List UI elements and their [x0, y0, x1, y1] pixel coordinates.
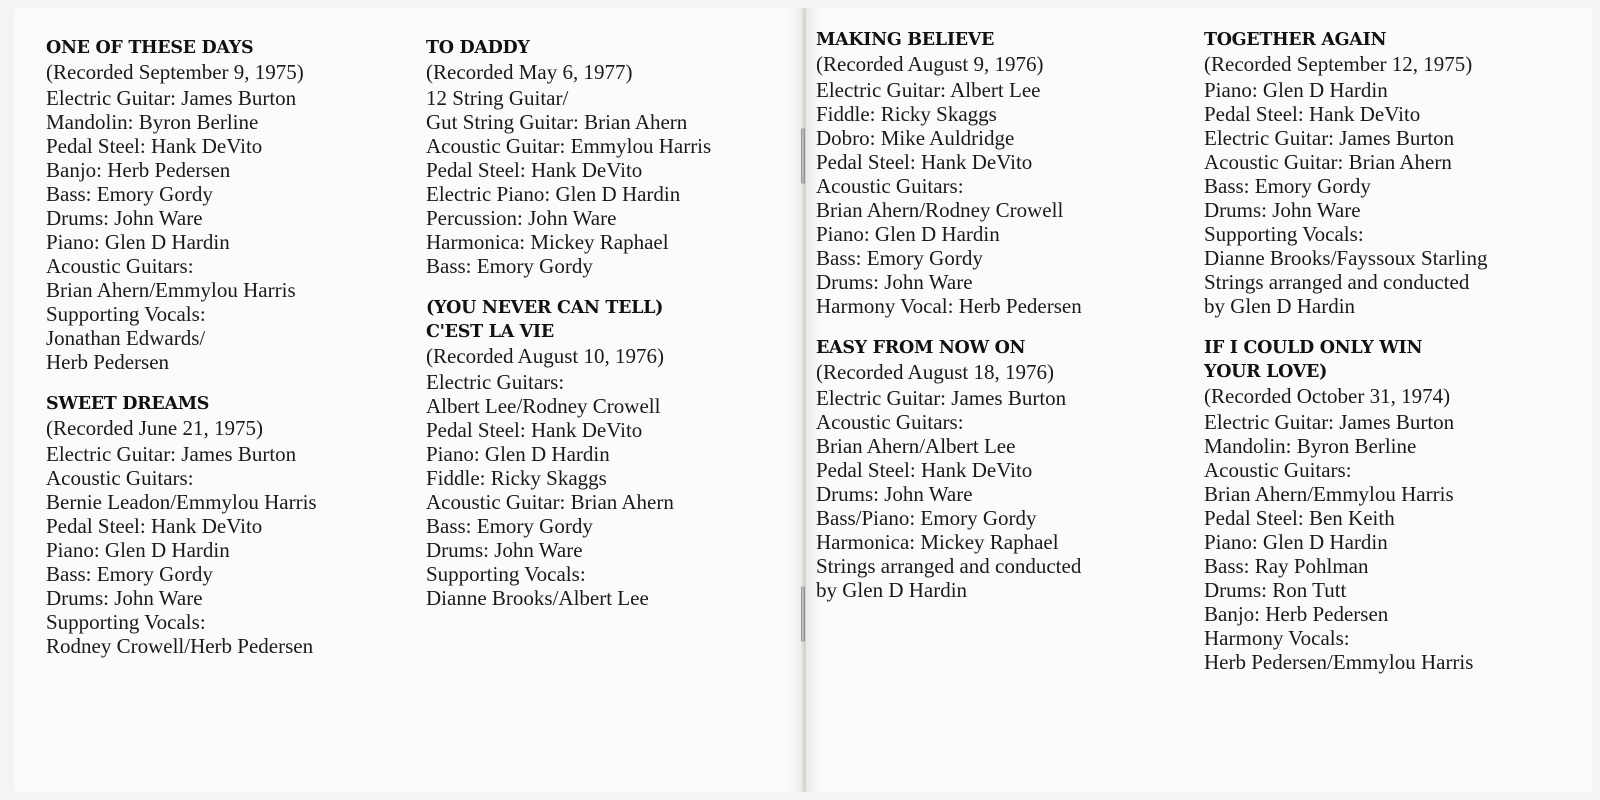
recording-date: (Recorded May 6, 1977) [426, 60, 633, 84]
credits-column-3 [816, 28, 1082, 620]
track-title: TO DADDY [426, 38, 530, 58]
credit-line: Dianne Brooks/Fayssoux Starling [1204, 246, 1488, 270]
track-title: C'EST LA VIE [426, 322, 554, 342]
credit-line: Pedal Steel: Hank DeVito [1204, 102, 1421, 126]
credit-line: Pedal Steel: Hank DeVito [46, 134, 263, 158]
credit-line: Supporting Vocals: [1204, 222, 1364, 246]
credit-line: Banjo: Herb Pedersen [46, 158, 231, 182]
credit-line: Herb Pedersen/Emmylou Harris [1204, 650, 1474, 674]
recording-date: (Recorded September 12, 1975) [1204, 52, 1473, 76]
credit-line: Bernie Leadon/Emmylou Harris [46, 490, 317, 514]
recording-date: (Recorded August 9, 1976) [816, 52, 1044, 76]
credit-line: 12 String Guitar/ [426, 86, 569, 110]
recording-date: (Recorded June 21, 1975) [46, 416, 263, 440]
credit-line: Acoustic Guitar: Emmylou Harris [426, 134, 712, 158]
credit-line: Drums: Ron Tutt [1204, 578, 1347, 602]
credit-line: Piano: Glen D Hardin [426, 442, 610, 466]
recording-date: (Recorded October 31, 1974) [1204, 384, 1451, 408]
recording-date: (Recorded August 10, 1976) [426, 344, 664, 368]
credit-line: Supporting Vocals: [46, 302, 206, 326]
credit-line: Herb Pedersen [46, 350, 170, 374]
credit-line: Drums: John Ware [46, 586, 203, 610]
credit-line: Electric Guitar: Albert Lee [816, 78, 1041, 102]
track-credits [46, 392, 317, 658]
credit-line: Drums: John Ware [1204, 198, 1361, 222]
credit-line: by Glen D Hardin [1204, 294, 1356, 318]
credit-line: Gut String Guitar: Brian Ahern [426, 110, 688, 134]
left-page [14, 8, 804, 792]
credit-line: Bass: Emory Gordy [426, 514, 593, 538]
credit-line: Jonathan Edwards/ [46, 326, 206, 350]
credit-line: Acoustic Guitars: [46, 254, 194, 278]
credit-line: Supporting Vocals: [46, 610, 206, 634]
credit-line: Harmonica: Mickey Raphael [426, 230, 669, 254]
credit-line: Harmony Vocals: [1204, 626, 1350, 650]
staple-bottom [801, 586, 805, 642]
credit-line: Electric Guitar: James Burton [46, 442, 297, 466]
credit-line: Pedal Steel: Hank DeVito [816, 150, 1033, 174]
credit-line: Mandolin: Byron Berline [1204, 434, 1417, 458]
credits-column-1 [46, 36, 317, 676]
right-page [806, 8, 1592, 792]
credit-line: Albert Lee/Rodney Crowell [426, 394, 661, 418]
track-title: EASY FROM NOW ON [816, 338, 1026, 358]
credit-line: Bass: Emory Gordy [46, 182, 213, 206]
credit-line: Percussion: John Ware [426, 206, 617, 230]
credit-line: Pedal Steel: Ben Keith [1204, 506, 1395, 530]
credit-line: Rodney Crowell/Herb Pedersen [46, 634, 314, 658]
credits-column-2 [426, 36, 711, 628]
track-title: ONE OF THESE DAYS [46, 38, 254, 58]
track-title: SWEET DREAMS [46, 394, 210, 414]
track-credits [816, 336, 1082, 602]
credit-line: Electric Guitar: James Burton [1204, 410, 1455, 434]
recording-date: (Recorded August 18, 1976) [816, 360, 1054, 384]
credit-line: Acoustic Guitars: [46, 466, 194, 490]
credit-line: Pedal Steel: Hank DeVito [46, 514, 263, 538]
credit-line: Acoustic Guitar: Brian Ahern [1204, 150, 1452, 174]
credit-line: Bass: Emory Gordy [46, 562, 213, 586]
credit-line: Drums: John Ware [426, 538, 583, 562]
credit-line: Bass: Emory Gordy [426, 254, 593, 278]
credit-line: Bass: Emory Gordy [816, 246, 983, 270]
track-title: TOGETHER AGAIN [1204, 30, 1387, 50]
credit-line: Electric Guitar: James Burton [816, 386, 1067, 410]
credit-line: Strings arranged and conducted [1204, 270, 1470, 294]
credits-column-4 [1204, 28, 1488, 692]
credit-line: Drums: John Ware [46, 206, 203, 230]
track-credits [1204, 336, 1488, 674]
credit-line: Brian Ahern/Albert Lee [816, 434, 1016, 458]
credit-line: Bass: Ray Pohlman [1204, 554, 1369, 578]
credit-line: Harmonica: Mickey Raphael [816, 530, 1059, 554]
credit-line: Pedal Steel: Hank DeVito [426, 158, 643, 182]
credit-line: Pedal Steel: Hank DeVito [816, 458, 1033, 482]
credit-line: Acoustic Guitar: Brian Ahern [426, 490, 674, 514]
track-credits [1204, 28, 1488, 318]
recording-date: (Recorded September 9, 1975) [46, 60, 304, 84]
credit-line: Drums: John Ware [816, 270, 973, 294]
credit-line: Supporting Vocals: [426, 562, 586, 586]
credit-line: Electric Guitar: James Burton [46, 86, 297, 110]
credit-line: Electric Guitar: James Burton [1204, 126, 1455, 150]
credit-line: Fiddle: Ricky Skaggs [816, 102, 997, 126]
credit-line: Piano: Glen D Hardin [1204, 530, 1388, 554]
credit-line: Electric Guitars: [426, 370, 565, 394]
track-credits [46, 36, 317, 374]
credit-line: Acoustic Guitars: [816, 174, 964, 198]
credit-line: Brian Ahern/Rodney Crowell [816, 198, 1064, 222]
credit-line: Piano: Glen D Hardin [46, 230, 230, 254]
credit-line: Bass: Emory Gordy [1204, 174, 1371, 198]
credit-line: Banjo: Herb Pedersen [1204, 602, 1389, 626]
credit-line: Pedal Steel: Hank DeVito [426, 418, 643, 442]
track-credits [426, 296, 711, 610]
track-title: (YOU NEVER CAN TELL) [426, 298, 664, 318]
credit-line: Acoustic Guitars: [816, 410, 964, 434]
staple-top [801, 128, 805, 184]
credit-line: Piano: Glen D Hardin [816, 222, 1000, 246]
credit-line: Strings arranged and conducted [816, 554, 1082, 578]
track-credits [426, 36, 711, 278]
credit-line: Dobro: Mike Auldridge [816, 126, 1015, 150]
credit-line: Brian Ahern/Emmylou Harris [46, 278, 296, 302]
credit-line: by Glen D Hardin [816, 578, 968, 602]
credit-line: Piano: Glen D Hardin [46, 538, 230, 562]
credit-line: Mandolin: Byron Berline [46, 110, 259, 134]
credit-line: Brian Ahern/Emmylou Harris [1204, 482, 1454, 506]
credit-line: Drums: John Ware [816, 482, 973, 506]
credit-line: Bass/Piano: Emory Gordy [816, 506, 1037, 530]
credit-line: Electric Piano: Glen D Hardin [426, 182, 681, 206]
track-title: YOUR LOVE) [1204, 362, 1328, 382]
credit-line: Harmony Vocal: Herb Pedersen [816, 294, 1082, 318]
credit-line: Dianne Brooks/Albert Lee [426, 586, 649, 610]
credit-line: Fiddle: Ricky Skaggs [426, 466, 607, 490]
track-title: IF I COULD ONLY WIN [1204, 338, 1423, 358]
track-credits [816, 28, 1082, 318]
credit-line: Piano: Glen D Hardin [1204, 78, 1388, 102]
credit-line: Acoustic Guitars: [1204, 458, 1352, 482]
track-title: MAKING BELIEVE [816, 30, 995, 50]
